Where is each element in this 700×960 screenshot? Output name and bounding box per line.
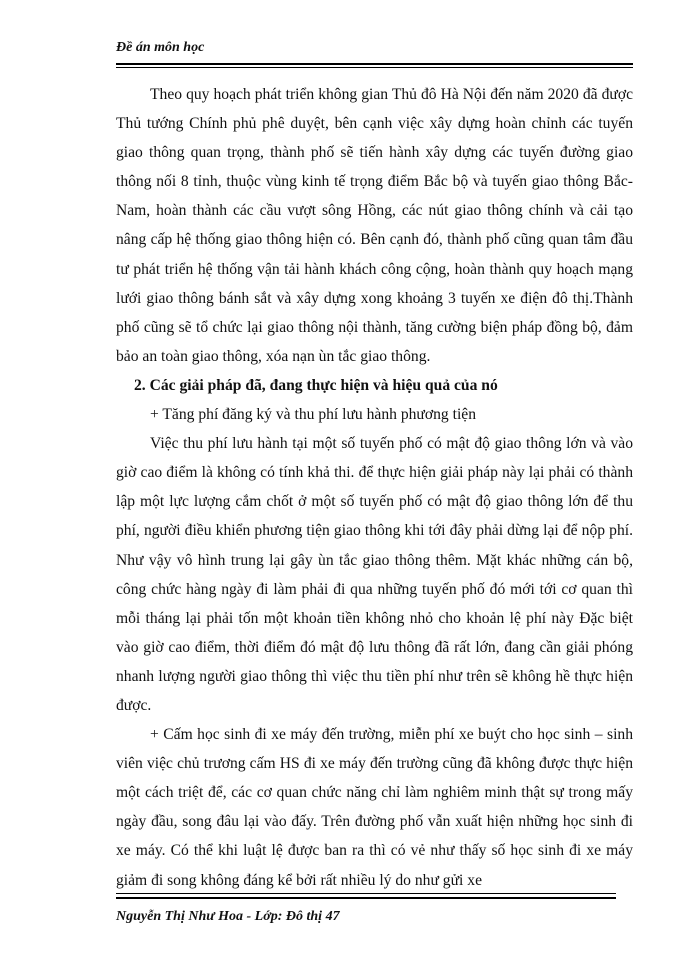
footer-rule bbox=[116, 897, 616, 899]
page-header-title: Đề án môn học bbox=[116, 40, 205, 55]
paragraph-2: Việc thu phí lưu hành tại một số tuyến phố có mật độ giao thông lớn và vào giờ cao điểm là không có tính khả thi. để thực hiện giải pháp này lại phải có thành lập một lực lượng cắm chốt ở một số tuyến phố có mật độ giao thông lớn để thu phí, người điều khiển phương tiện giao thông khi tới đây phải dừng lại để nộp phí. Như vậy vô hình trung lại gây ùn tắc giao thông thêm. Mặt khác những cán bộ, công chức hàng ngày đi làm phải đi qua những tuyến phố đó mới tới cơ quan thì mỗi tháng lại phải tốn một khoản tiền không nhỏ cho khoản lệ phí này Đặc biệt vào giờ cao điểm, thời điểm đó mật độ lưu thông đã rất lớn, đang cần giải phóng nhanh lượng người giao thông thì việc thu tiền phí như trên sẽ không hề thực hiện được. bbox=[116, 435, 633, 714]
document-body bbox=[116, 80, 633, 895]
paragraph-3: + Cấm học sinh đi xe máy đến trường, miễn phí xe buýt cho học sinh – sinh viên việc chủ trương cấm HS đi xe máy đến trường cũng đã không được thực hiện một cách triệt để, các cơ quan chức năng chỉ làm nghiêm minh thật sự trong mấy ngày đầu, song đâu lại vào đấy. Trên đường phố vẫn xuất hiện những học sinh đi xe máy. Có thể khi luật lệ được ban ra thì có vẻ như thấy số học sinh đi xe máy giảm đi song không đáng kể bởi rất nhiều lý do như gửi xe bbox=[116, 726, 633, 889]
bullet-1: + Tăng phí đăng ký và thu phí lưu hành phương tiện bbox=[150, 406, 476, 424]
paragraph-1: Theo quy hoạch phát triển không gian Thủ đô Hà Nội đến năm 2020 đã được Thủ tướng Chính phủ phê duyệt, bên cạnh việc xây dựng hoàn chỉnh các tuyến giao thông quan trọng, thành phố sẽ tiến hành xây dựng các tuyến đường giao thông nối 8 tỉnh, thuộc vùng kinh tế trọng điểm Bắc bộ và tuyến giao thông Bắc- Nam, hoàn thành các cầu vượt sông Hồng, các nút giao thông chính và cải tạo nâng cấp hệ thống giao thông hiện có. Bên cạnh đó, thành phố cũng quan tâm đầu tư phát triển hệ thống vận tải hành khách công cộng, hoàn thành quy hoạch mạng lưới giao thông bánh sắt và xây dựng xong khoảng 3 tuyến xe điện đô thị.Thành phố cũng sẽ tổ chức lại giao thông nội thành, tăng cường biện pháp đồng bộ, đảm bảo an toàn giao thông, xóa nạn ùn tắc giao thông. bbox=[116, 86, 633, 365]
page-footer-author: Nguyễn Thị Như Hoa - Lớp: Đô thị 47 bbox=[116, 909, 340, 924]
section-heading-2: 2. Các giải pháp đã, đang thực hiện và hiệu quả của nó bbox=[134, 376, 498, 394]
footer-rule-thin bbox=[116, 893, 616, 894]
header-rule bbox=[116, 63, 633, 65]
header-rule-thin bbox=[116, 67, 633, 68]
